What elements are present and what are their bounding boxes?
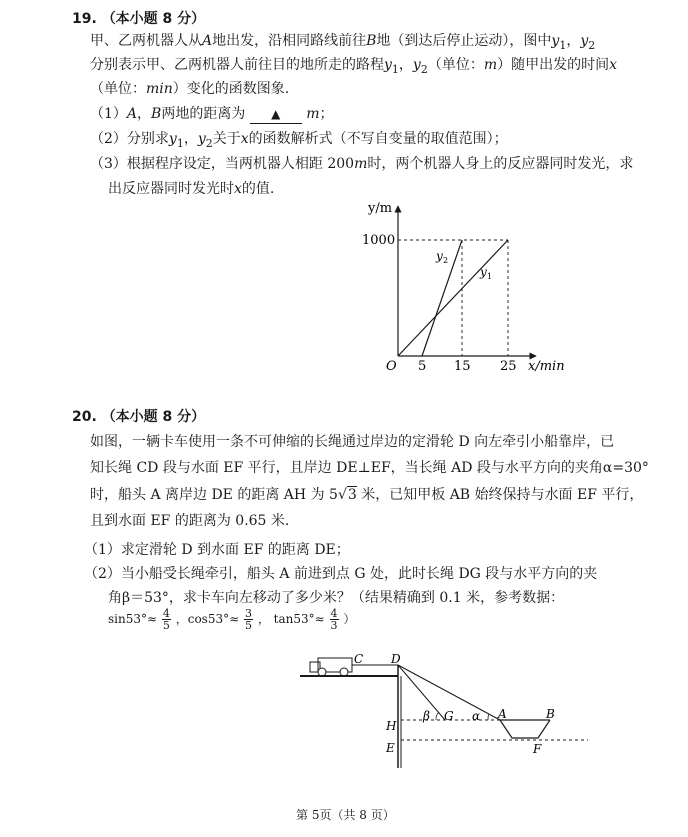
x-axis-label: x/min <box>528 359 565 372</box>
truck-wheel-front <box>318 668 326 676</box>
label-B: B <box>546 707 555 721</box>
q19-graph <box>360 196 580 372</box>
q20-sub2: （2）当小船受长绳牵引，船头 A 前进到点 G 处，此时长绳 DG 段与水平方向的夹 <box>84 566 598 582</box>
origin-label: O <box>386 359 397 372</box>
q20-line3: 时，船头 A 离岸边 DE 的距离 AH 为 5√3 米，已知甲板 AB 始终保持与水面 EF 平行， <box>90 487 644 503</box>
q19-header <box>72 8 205 28</box>
label-C: C <box>354 652 364 666</box>
q20-line4: 且到水面 EF 的距离为 0.65 米. <box>90 513 290 529</box>
label-y2-sub: 2 <box>443 256 449 265</box>
q20-sub2-cont: 角β＝53°，求卡车向左移动了多少米？（结果精确到 0.1 米，参考数据： <box>108 590 565 606</box>
q20-line1: 如图，一辆卡车使用一条不可伸缩的长绳通过岸边的定滑轮 D 向左牵引小船靠岸，已 <box>90 434 615 450</box>
label-F: F <box>533 742 542 756</box>
label-H: H <box>386 719 397 733</box>
q19-line1: 甲、乙两机器人从A地出发，沿相同路线前往B地（到达后停止运动），图中$y_1$，$y_2$ <box>90 33 596 52</box>
rope-DG <box>398 665 445 720</box>
q19-line2: 分别表示甲、乙两机器人前往目的地所走的路程$y_1$，$y_2$（单位：m）随甲出发的时间x <box>90 57 618 76</box>
q20-points: （本小题 8 分） <box>101 409 206 425</box>
label-alpha: α <box>472 709 481 723</box>
q20-header <box>72 406 205 426</box>
alpha-arc <box>488 714 489 720</box>
tick-5: 5 <box>418 359 427 372</box>
label-A: A <box>498 707 507 721</box>
label-D: D <box>391 652 401 666</box>
answer-blank: ▲ <box>250 105 302 124</box>
q19-points: （本小题 8 分） <box>101 11 206 27</box>
label-y1: y <box>480 265 487 279</box>
tick-25: 25 <box>500 359 517 372</box>
label-E: E <box>386 741 395 755</box>
page-footer: 第 5页（共 8 页） <box>296 808 395 822</box>
q20-line2: 知长绳 CD 段与水面 EF 平行，且岸边 DE⊥EF，当长绳 AD 段与水平方向的夹角α=30° <box>90 460 649 476</box>
q20-number: 20. <box>72 409 97 425</box>
q20-reference-data: sin53°≈ $\frac{4}{5}$ ，cos53°≈ $\frac{3}{5}$ ， tan53°≈ $\frac{4}{3}$ ） <box>108 607 356 632</box>
q19-sub3: （3）根据程序设定，当两机器人相距 200m时，两个机器人身上的反应器同时发光，求 <box>90 156 634 172</box>
q19-number: 19. <box>72 11 97 27</box>
q19-line3: （单位：min）变化的函数图象. <box>90 81 290 97</box>
label-y2: y <box>436 249 443 263</box>
label-y1-sub: 1 <box>487 272 493 281</box>
q20-figure <box>300 650 590 775</box>
boat-hull <box>500 720 550 738</box>
q19-sub3-cont: 出反应器同时发光时x的值. <box>108 181 275 197</box>
label-beta: β <box>423 709 430 723</box>
q19-sub2: （2）分别求$y_1$，$y_2$关于x的函数解析式（不写自变量的取值范围）； <box>90 131 508 150</box>
label-G: G <box>444 709 454 723</box>
q19-sub1: （1）A，B两地的距离为 ▲ m； <box>90 106 334 122</box>
truck-wheel-back <box>340 668 348 676</box>
q20-sub1: （1）求定滑轮 D 到水面 EF 的距离 DE； <box>84 542 350 558</box>
line-y1 <box>398 240 508 356</box>
tick-15: 15 <box>454 359 471 372</box>
tick-1000: 1000 <box>362 233 396 248</box>
y-axis-label: y/m <box>368 201 393 216</box>
